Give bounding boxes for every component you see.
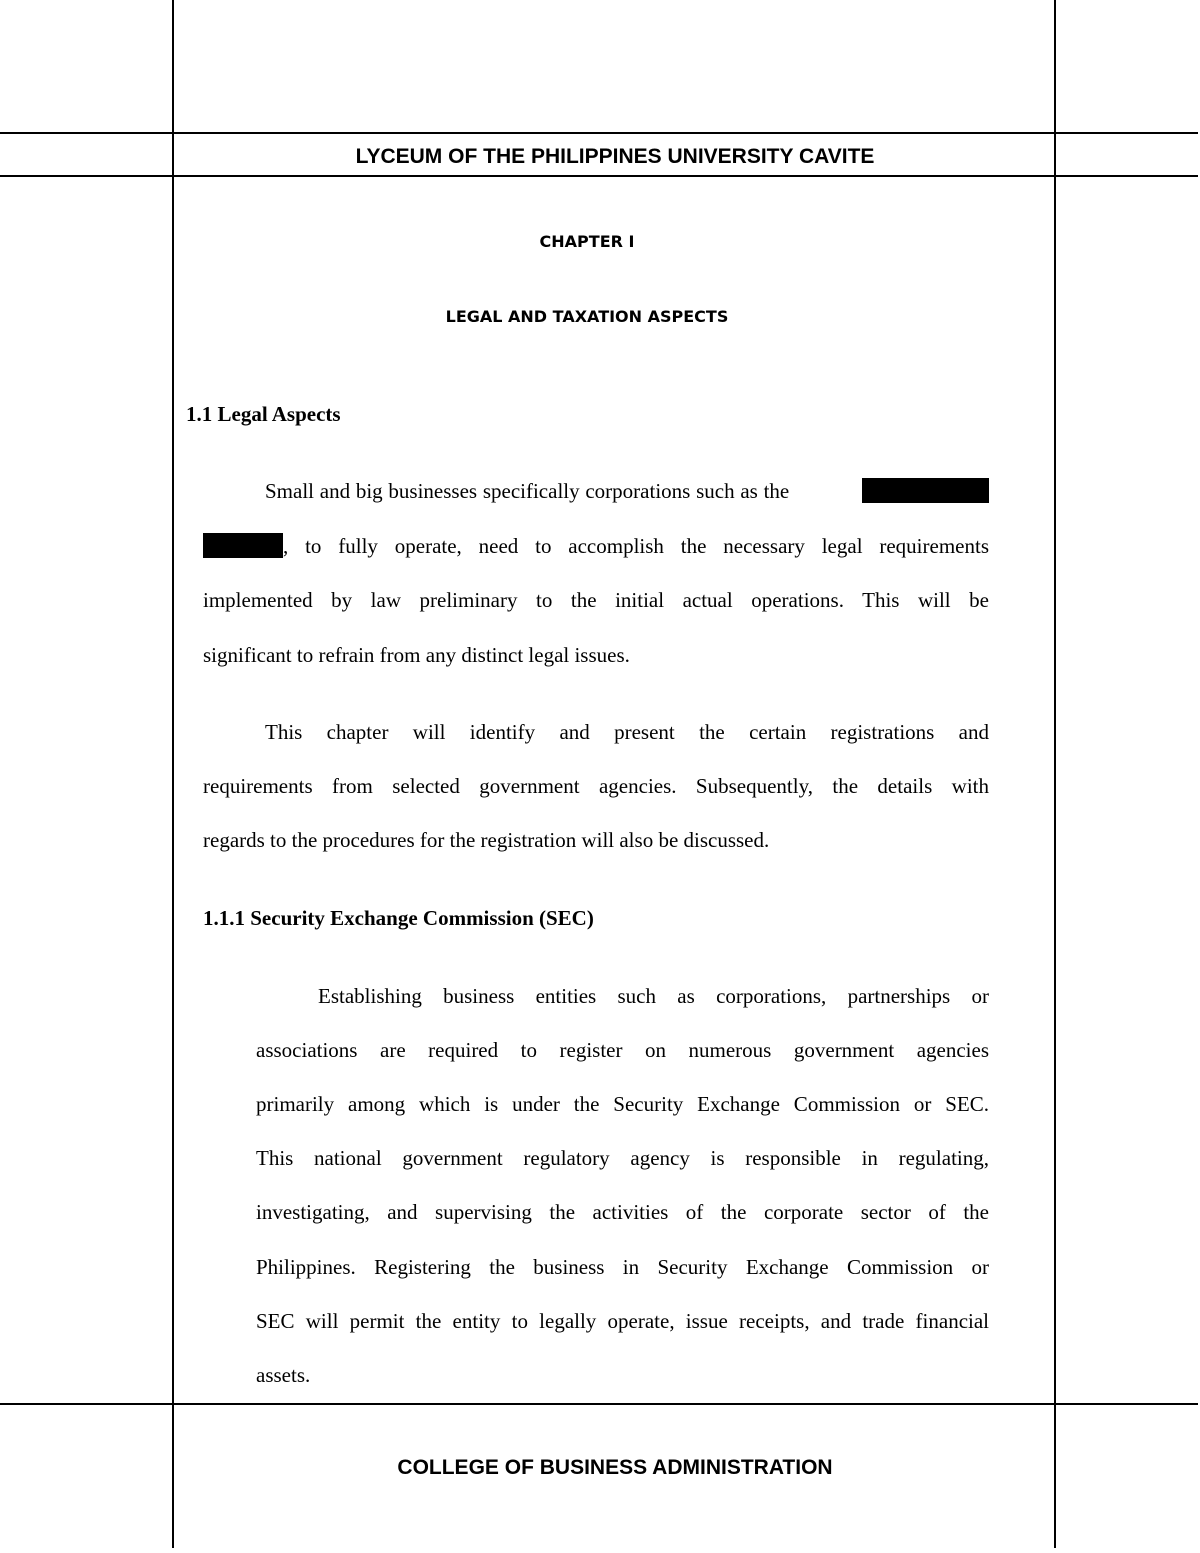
paragraph-line: Small and big businesses specifically corporations such as the [265, 479, 790, 503]
chapter-title: LEGAL AND TAXATION ASPECTS [445, 307, 729, 326]
paragraph-line: investigating, and supervising the activities of the corporate sector of the [256, 1200, 989, 1224]
header-bottom-rule [0, 175, 1198, 177]
paragraph-line: This chapter will identify and present the certain registrations and [265, 720, 989, 744]
paragraph-line: assets. [256, 1363, 311, 1387]
paragraph-line: Establishing business entities such as corporations, partnerships or [318, 984, 989, 1008]
paragraph-line: This national government regulatory agency is responsible in regulating, [256, 1146, 989, 1170]
paragraph-line: associations are required to register on numerous government agencies [256, 1038, 989, 1062]
paragraph-line: regards to the procedures for the registration will also be discussed. [203, 828, 770, 852]
paragraph-line: Philippines. Registering the business in Security Exchange Commission or [256, 1255, 989, 1279]
redacted-text-block [862, 478, 989, 503]
paragraph-line: SEC will permit the entity to legally operate, issue receipts, and trade financial [256, 1309, 989, 1333]
header-top-rule [0, 132, 1198, 134]
paragraph-line: , to fully operate, need to accomplish the necessary legal requirements [283, 534, 989, 558]
section-heading-sec: 1.1.1 Security Exchange Commission (SEC) [203, 906, 594, 930]
header-university-name: LYCEUM OF THE PHILIPPINES UNIVERSITY CAVITE [355, 145, 875, 168]
paragraph-line: primarily among which is under the Security Exchange Commission or SEC. [256, 1092, 989, 1116]
right-border-line [1054, 0, 1056, 1548]
paragraph-line: implemented by law preliminary to the initial actual operations. This will be [203, 588, 989, 612]
redacted-text-block [203, 533, 283, 558]
footer-top-rule [0, 1403, 1198, 1405]
section-heading-legal-aspects: 1.1 Legal Aspects [186, 402, 341, 426]
footer-college-name: COLLEGE OF BUSINESS ADMINISTRATION [397, 1456, 833, 1479]
chapter-number: CHAPTER I [539, 232, 635, 251]
paragraph-line: significant to refrain from any distinct legal issues. [203, 643, 630, 667]
paragraph-line: requirements from selected government agencies. Subsequently, the details with [203, 774, 989, 798]
